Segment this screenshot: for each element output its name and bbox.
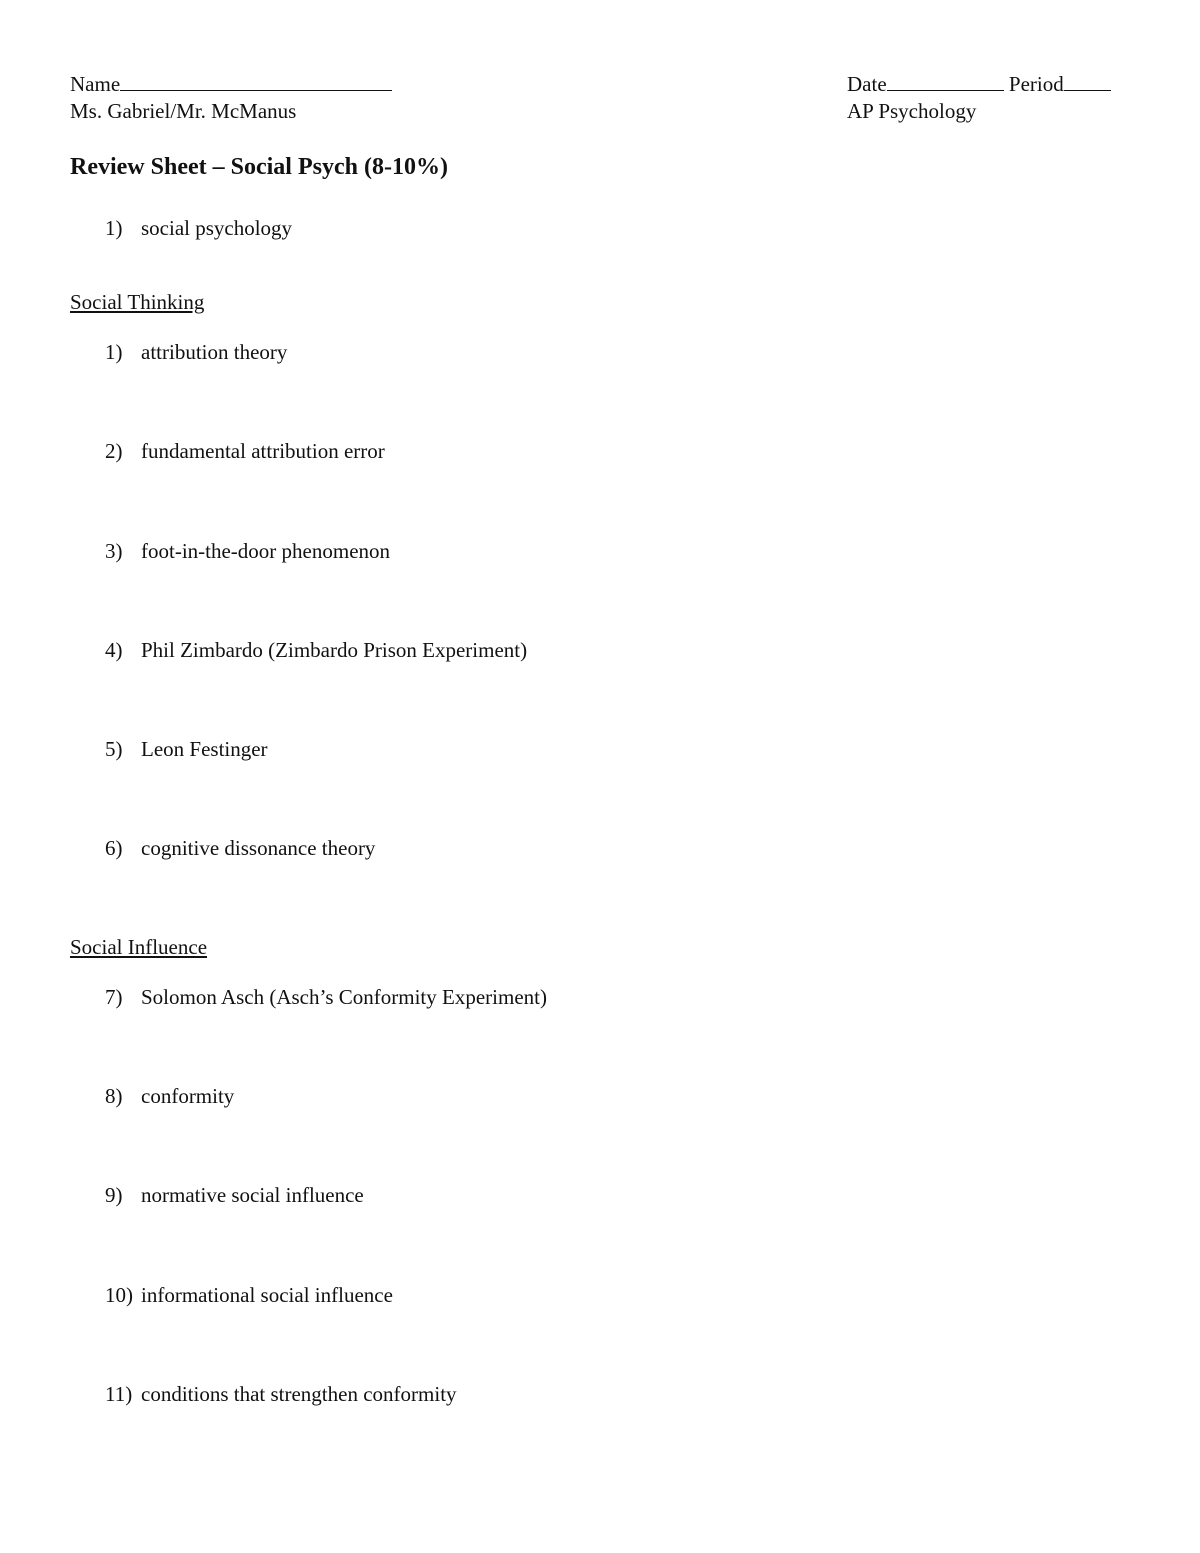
- date-blank[interactable]: [887, 72, 1004, 91]
- name-blank[interactable]: [120, 72, 392, 91]
- item-number: 4): [105, 638, 123, 662]
- list-item: [105, 985, 547, 1010]
- item-text: cognitive dissonance theory: [141, 836, 376, 860]
- item-text: attribution theory: [141, 340, 288, 364]
- item-number: 8): [105, 1084, 123, 1108]
- section-heading-social-influence: Social Influence: [70, 935, 208, 959]
- list-item: [105, 836, 375, 861]
- item-text: fundamental attribution error: [141, 439, 385, 463]
- teacher-name: Ms. Gabriel/Mr. McManus: [70, 99, 297, 123]
- item-number: 3): [105, 539, 123, 563]
- list-item: [105, 1283, 393, 1308]
- name-field[interactable]: [70, 72, 392, 96]
- item-number: 7): [105, 985, 123, 1009]
- item-number: 10): [105, 1283, 133, 1307]
- item-number: 9): [105, 1183, 123, 1207]
- item-number: 1): [105, 216, 123, 240]
- list-item: [105, 216, 292, 241]
- name-label: Name: [70, 72, 121, 96]
- course-name: AP Psychology: [847, 99, 977, 123]
- item-text: foot-in-the-door phenomenon: [141, 539, 391, 563]
- list-item: [105, 340, 287, 365]
- item-number: 5): [105, 737, 123, 761]
- item-text: Leon Festinger: [141, 737, 268, 761]
- list-item: [105, 439, 385, 464]
- list-item: [105, 638, 527, 663]
- date-label: Date: [847, 72, 887, 96]
- item-text: social psychology: [141, 216, 293, 240]
- list-item: [105, 1382, 457, 1407]
- item-text: informational social influence: [141, 1283, 393, 1307]
- item-number: 2): [105, 439, 123, 463]
- item-number: 11): [105, 1382, 133, 1406]
- list-item: [105, 737, 268, 762]
- period-label: Period: [1008, 72, 1064, 96]
- section-heading-social-thinking: Social Thinking: [70, 290, 205, 314]
- item-text: normative social influence: [141, 1183, 364, 1207]
- item-number: 6): [105, 836, 123, 860]
- list-item: [105, 1084, 234, 1109]
- item-text: conditions that strengthen conformity: [141, 1382, 457, 1406]
- page-title: Review Sheet – Social Psych (8-10%): [70, 154, 448, 180]
- item-text: Phil Zimbardo (Zimbardo Prison Experiment): [141, 638, 528, 662]
- item-text: Solomon Asch (Asch’s Conformity Experiment): [141, 985, 547, 1009]
- item-number: 1): [105, 340, 123, 364]
- list-item: [105, 539, 390, 564]
- period-blank[interactable]: [1064, 72, 1111, 91]
- item-text: conformity: [141, 1084, 235, 1108]
- list-item: [105, 1183, 364, 1208]
- date-period-fields: [847, 72, 1111, 96]
